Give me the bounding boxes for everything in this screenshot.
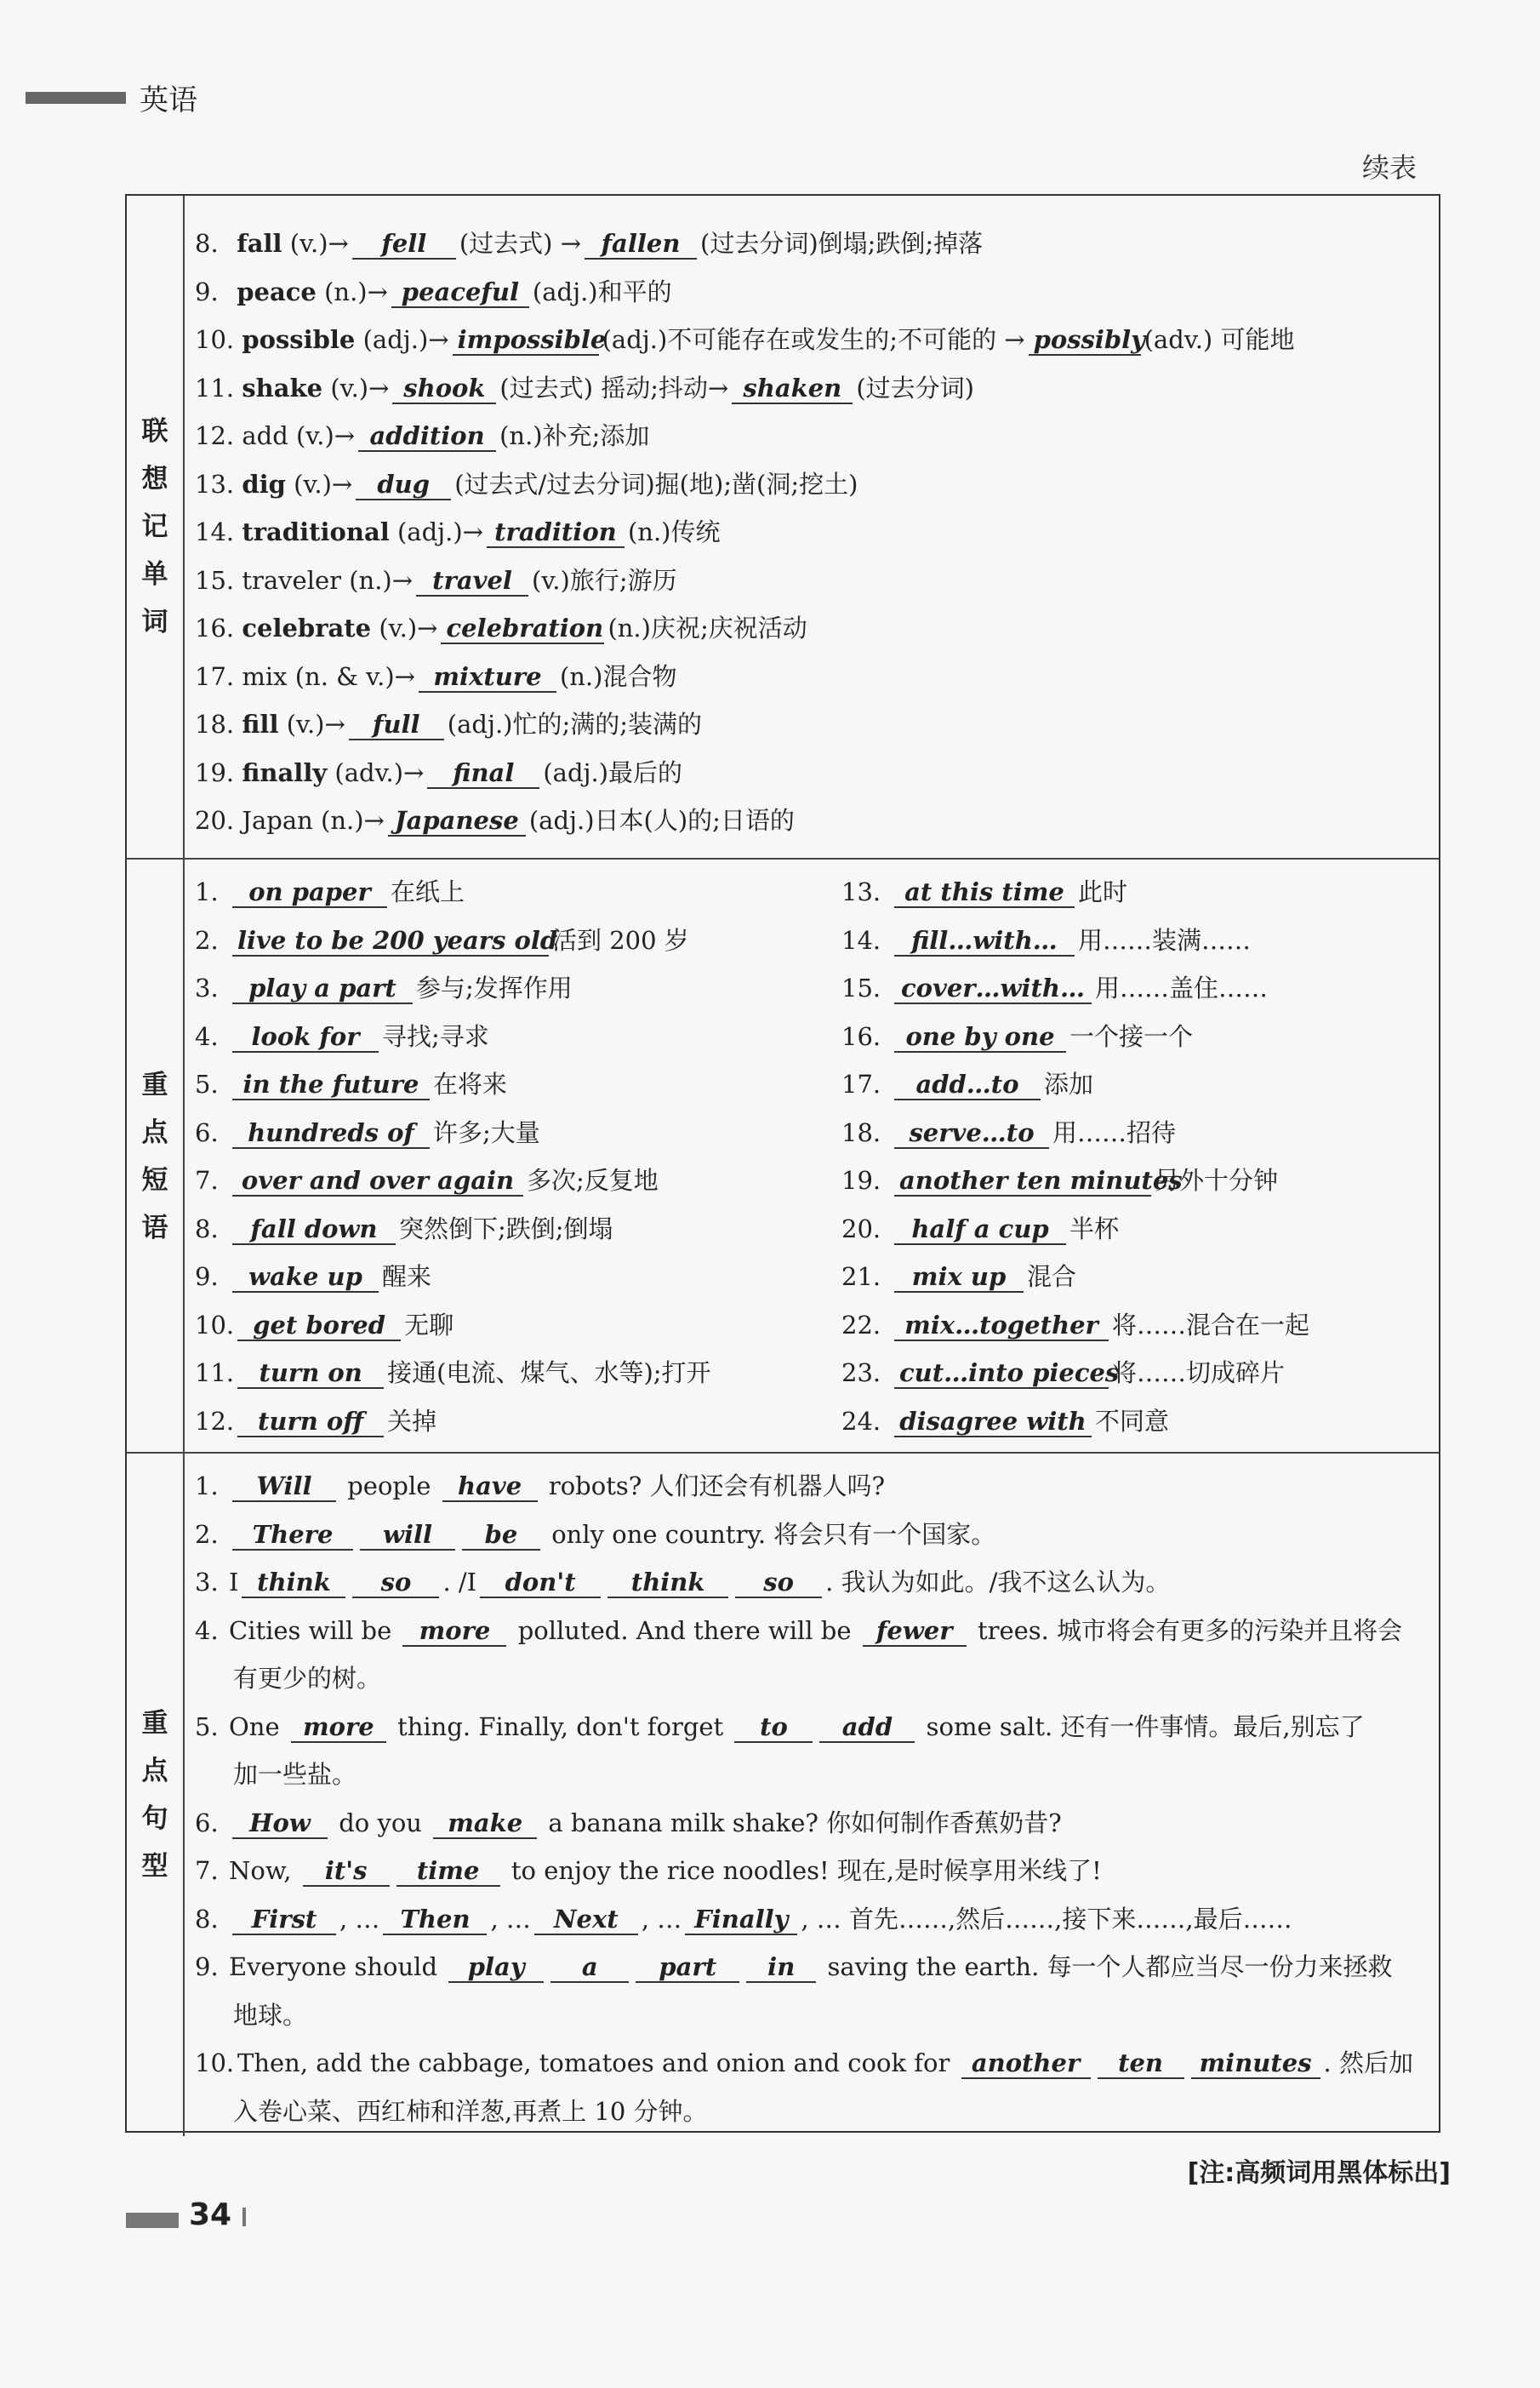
sentence-row: 6. How do you make a banana milk shake? 你如何制作香蕉奶昔? (195, 1808, 1062, 1837)
sentence-row: 1. Will people have robots? 人们还会有机器人吗? (195, 1471, 886, 1500)
sentence-row-continued: 加一些盐。 (233, 1760, 357, 1789)
phrase-row: 7. over and over again 多次;反复地 (195, 1166, 659, 1195)
phrase-row: 3. play a part 参与;发挥作用 (195, 974, 573, 1003)
sentence-row: 2. There will be only one country. 将会只有一个国家。 (195, 1519, 996, 1549)
section-sentences-label: 重 点 句 型 (127, 1454, 185, 2136)
word-row: 8. fall (v.)→ fell (过去式) → fallen (过去分词)倒塌;跌倒;掉落 (195, 229, 984, 258)
phrase-row: 22. mix…together 将……混合在一起 (841, 1310, 1310, 1340)
section-words (127, 196, 1439, 858)
phrase-row: 12. turn off 关掉 (195, 1406, 437, 1436)
page-number: 34 (189, 2197, 232, 2232)
continued-label: 续表 (1361, 151, 1417, 184)
section-phrases (127, 858, 1439, 1454)
page-tick (242, 2208, 246, 2226)
phrase-column-left (195, 868, 711, 1445)
sentence-list (195, 1462, 1432, 2135)
word-row: 12. add (v.)→ addition (n.)补充;添加 (195, 421, 650, 450)
phrase-row: 4. look for 寻找;寻求 (195, 1021, 489, 1051)
phrase-row: 21. mix up 混合 (841, 1262, 1077, 1291)
phrase-row: 20. half a cup 半杯 (841, 1214, 1120, 1243)
header-bar (26, 92, 126, 104)
section-phrases-label: 重 点 短 语 (127, 860, 185, 1454)
word-row: 14. traditional (adj.)→ tradition (n.)传统 (195, 517, 721, 546)
sentence-row-continued: 有更少的树。 (233, 1664, 382, 1693)
phrase-row: 9. wake up 醒来 (195, 1262, 432, 1291)
word-row: 9. peace (n.)→ peaceful (adj.)和平的 (195, 277, 672, 306)
word-row: 15. traveler (n.)→ travel (v.)旅行;游历 (195, 565, 677, 595)
vocab-table (125, 194, 1440, 2133)
phrase-row: 6. hundreds of 许多;大量 (195, 1117, 540, 1147)
phrase-row: 17. add…to 添加 (841, 1070, 1094, 1099)
section-words-label: 联 想 记 单 词 (127, 196, 185, 858)
sentence-row: 10. Then, add the cabbage, tomatoes and onion and cook for another ten minutes . 然后加 (195, 2048, 1413, 2077)
sentence-row: 8. First , … Then , … Next , … Finally , … 首先……,然后……,接下来……,最后…… (195, 1904, 1292, 1934)
word-row: 11. shake (v.)→ shook (过去式) 摇动;抖动→ shaken (过去分词) (195, 373, 974, 403)
phrase-row: 15. cover…with… 用……盖住…… (841, 974, 1269, 1003)
phrase-row: 23. cut…into pieces将……切成碎片 (841, 1358, 1286, 1387)
word-row: 13. dig (v.)→ dug (过去式/过去分词)掘(地);凿(洞;挖土) (195, 469, 858, 499)
word-list (195, 220, 1432, 845)
page-bar (126, 2213, 179, 2228)
phrase-row: 11. turn on 接通(电流、煤气、水等);打开 (195, 1358, 711, 1387)
phrase-row: 24. disagree with 不同意 (841, 1406, 1170, 1436)
phrase-row: 2. live to be 200 years old活到 200 岁 (195, 925, 689, 955)
phrase-row: 5. in the future 在将来 (195, 1070, 508, 1099)
sentence-row: 5. One more thing. Finally, don't forget to add some salt. 还有一件事情。最后,别忘了 (195, 1711, 1365, 1741)
word-row: 18. fill (v.)→ full (adj.)忙的;满的;装满的 (195, 710, 703, 739)
phrase-row: 16. one by one 一个接一个 (841, 1021, 1194, 1051)
phrase-row: 13. at this time 此时 (841, 877, 1128, 906)
phrase-row: 8. fall down 突然倒下;跌倒;倒塌 (195, 1214, 613, 1243)
phrase-row: 1. on paper 在纸上 (195, 877, 465, 906)
footnote: [注:高频词用黑体标出] (1187, 2158, 1451, 2188)
word-row: 19. finally (adv.)→ final (adj.)最后的 (195, 757, 683, 787)
word-row: 16. celebrate (v.)→ celebration (n.)庆祝;庆祝活动 (195, 614, 807, 643)
sentence-row: 7. Now, it's time to enjoy the rice noodles! 现在,是时候享用米线了! (195, 1856, 1102, 1885)
sentence-row: 4. Cities will be more polluted. And there will be fewer trees. 城市将会有更多的污染并且将会 (195, 1615, 1403, 1645)
phrase-row: 10. get bored 无聊 (195, 1310, 454, 1340)
phrase-row: 18. serve…to 用……招待 (841, 1117, 1177, 1147)
sentence-row-continued: 地球。 (233, 2000, 308, 2030)
phrase-column-right (841, 868, 1309, 1445)
sentence-row: 9. Everyone should play a part in saving the earth. 每一个人都应当尽一份力来拯救 (195, 1952, 1393, 1981)
sentence-row-continued: 入卷心菜、西红柿和洋葱,再煮上 10 分钟。 (233, 2096, 708, 2126)
phrase-row: 19. another ten minutes另外十分钟 (841, 1166, 1279, 1195)
word-row: 20. Japan (n.)→ Japanese (adj.)日本(人)的;日语的 (195, 806, 795, 835)
word-row: 10. possible (adj.)→ impossible(adj.)不可能存在或发生的;不可能的 → possibly(adv.) 可能地 (195, 325, 1295, 354)
subject-title: 英语 (140, 83, 197, 117)
word-row: 17. mix (n. & v.)→ mixture (n.)混合物 (195, 661, 677, 691)
section-sentences (127, 1452, 1439, 2136)
phrase-list (195, 868, 1432, 1447)
phrase-row: 14. fill…with… 用……装满…… (841, 925, 1252, 955)
sentence-row: 3. I think so . /I don't think so . 我认为如此。/我不这么认为。 (195, 1568, 1171, 1597)
